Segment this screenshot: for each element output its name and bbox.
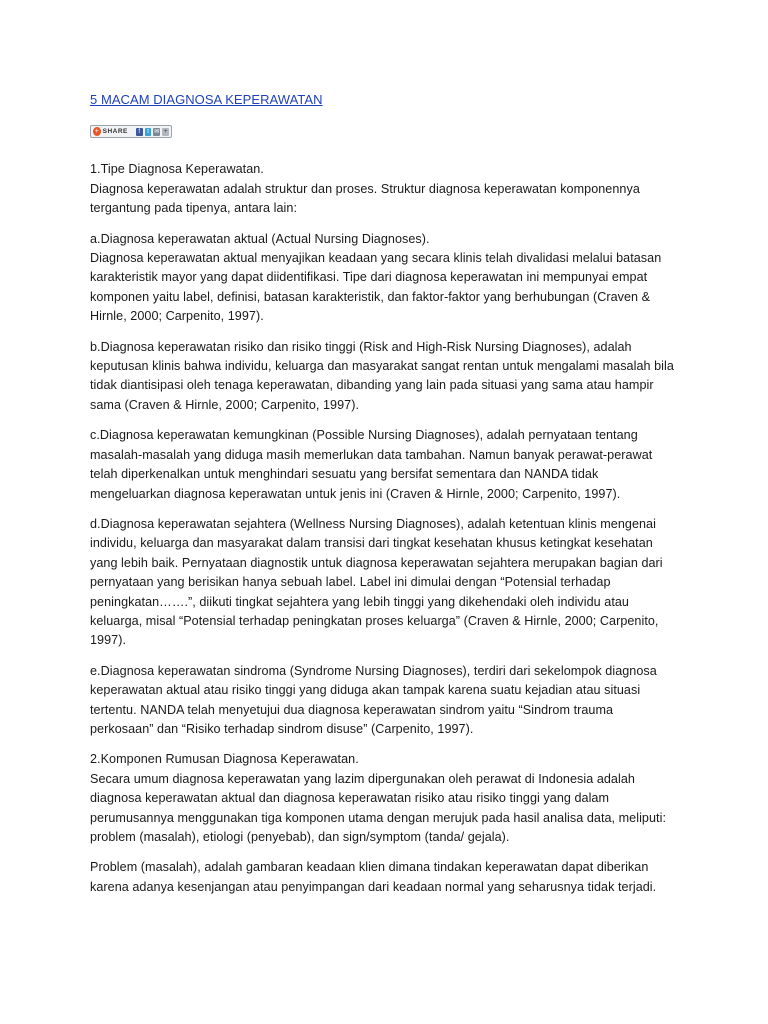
paragraph: [90, 160, 678, 218]
text-line: telah diperkenalkan untuk menghindari sesuatu yang bersifat sementara dan NANDA tidak: [90, 467, 599, 482]
text-line: e.Diagnosa keperawatan sindroma (Syndrome Nursing Diagnoses), terdiri dari sekelompok diagnosa: [90, 663, 657, 678]
text-line: perkosaan” dan “Risiko terhadap sindrom disuse” (Carpenito, 1997).: [90, 721, 474, 736]
text-line: Diagnosa keperawatan adalah struktur dan proses. Struktur diagnosa keperawatan komponennya: [90, 181, 640, 196]
text-line: 1.Tipe Diagnosa Keperawatan.: [90, 162, 264, 177]
text-line: karakteristik mayor yang dapat diidentifikasi. Tipe dari diagnosa keperawatan ini mempunyai empat: [90, 270, 648, 285]
document-body: [90, 160, 678, 897]
text-line: mengeluarkan diagnosa keperawatan untuk jenis ini (Craven & Hirnle, 2000; Carpenito, 1997).: [90, 486, 621, 501]
addthis-icon: +: [94, 128, 99, 136]
document-content: [90, 90, 678, 908]
share-row: [90, 120, 678, 138]
text-line: problem (masalah), etiologi (penyebab), dan sign/symptom (tanda/ gejala).: [90, 830, 510, 844]
share-label: SHARE: [102, 128, 128, 136]
text-line: Diagnosa keperawatan aktual menyajikan keadaan yang secara klinis telah divalidasi melalui batasan: [90, 251, 662, 266]
document-title-link[interactable]: 5 MACAM DIAGNOSA KEPERAWATAN: [90, 92, 323, 107]
twitter-icon[interactable]: t: [145, 128, 152, 136]
paragraph: [90, 858, 678, 897]
facebook-icon[interactable]: f: [136, 128, 143, 136]
text-line: tidak diantisipasi oleh tenaga keperawatan, dibanding yang lain pada situasi yang sama atau hampir: [90, 378, 654, 393]
text-line: peningkatan…….”, diikuti tingkat sejahtera yang lebih tinggi yang dikehendaki oleh individu atau: [90, 594, 629, 609]
text-line: Problem (masalah), adalah gambaran keadaan klien dimana tindakan keperawatan dapat diberikan: [90, 860, 649, 875]
paragraph: [90, 230, 678, 327]
text-line: 1997).: [90, 633, 127, 648]
share-button[interactable]: [90, 125, 172, 138]
text-line: diagnosa keperawatan aktual dan diagnosa keperawatan risiko atau risiko tinggi yang dalam: [90, 791, 610, 806]
text-line: keperawatan aktual atau risiko tinggi yang diduga akan tampak karena suatu kejadian atau situasi: [90, 683, 641, 698]
text-line: tergantung pada tipenya, antara lain:: [90, 201, 298, 216]
paragraph: [90, 750, 678, 847]
text-line: 2.Komponen Rumusan Diagnosa Keperawatan.: [90, 752, 359, 767]
paragraph: [90, 662, 678, 740]
paragraph: [90, 338, 678, 416]
text-line: a.Diagnosa keperawatan aktual (Actual Nursing Diagnoses).: [90, 231, 430, 246]
text-line: perumusannya menggunakan tiga komponen utama dengan merujuk pada hasil analisa data, meliputi:: [90, 810, 666, 825]
text-line: b.Diagnosa keperawatan risiko dan risiko tinggi (Risk and High-Risk Nursing Diagnoses), adalah: [90, 339, 632, 354]
text-line: pernyataan yang berisikan hanya sebuah label. Label ini dimulai dengan “Potensial terhadap: [90, 575, 611, 590]
text-line: keputusan klinis bahwa individu, keluarga dan masyarakat sangat rentan untuk mengalami masalah bila: [90, 359, 674, 374]
paragraph: [90, 515, 678, 651]
text-line: tertentu. NANDA telah menyetujui dua diagnosa keperawatan sindrom yaitu “Sindrom trauma: [90, 702, 614, 717]
text-line: sama (Craven & Hirnle, 2000; Carpenito, 1997).: [90, 397, 360, 412]
text-line: Hirnle, 2000; Carpenito, 1997).: [90, 309, 264, 324]
text-line: yang lebih baik. Pernyataan diagnostik untuk diagnosa keperawatan sejahtera merupakan bagian dari: [90, 555, 663, 570]
text-line: keluarga, misal “Potensial terhadap peningkatan proses keluarga” (Craven & Hirnle, 2000; Carpenito,: [90, 613, 659, 628]
text-line: Secara umum diagnosa keperawatan yang lazim dipergunakan oleh perawat di Indonesia adalah: [90, 771, 635, 786]
text-line: komponen yaitu label, definisi, batasan karakteristik, dan faktor-faktor yang berhubungan (Craven &: [90, 289, 651, 304]
more-icon[interactable]: +: [163, 128, 168, 135]
text-line: c.Diagnosa keperawatan kemungkinan (Possible Nursing Diagnoses), adalah pernyataan tentang: [90, 428, 638, 443]
text-line: karena adanya kesenjangan atau penyimpangan dari keadaan normal yang seharusnya tidak terjadi.: [90, 879, 657, 894]
text-line: d.Diagnosa keperawatan sejahtera (Wellness Nursing Diagnoses), adalah ketentuan klinis mengenai: [90, 516, 656, 531]
paragraph: [90, 426, 678, 504]
email-icon[interactable]: ✉: [154, 128, 160, 135]
text-line: individu, keluarga dan masyarakat dalam transisi dari tingkat kesehatan khusus ketingkat kesehatan: [90, 536, 653, 551]
text-line: masalah-masalah yang diduga masih memerlukan data tambahan. Namun banyak perawat-perawat: [90, 447, 653, 462]
